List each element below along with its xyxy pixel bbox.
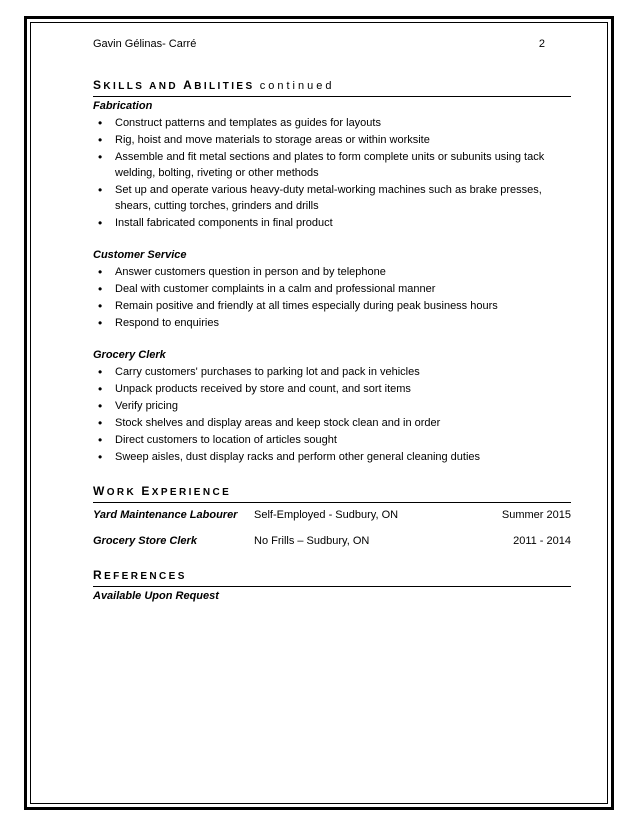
list-item: • Answer customers question in person and by telephone <box>93 264 571 280</box>
skill-list-grocery-clerk <box>93 364 571 465</box>
job-employer: No Frills – Sudbury, ON <box>254 535 370 547</box>
list-item: • Unpack products received by store and count, and sort items <box>93 381 571 397</box>
page-header <box>93 36 571 52</box>
resume-page <box>93 36 571 604</box>
job-title: Grocery Store Clerk <box>93 535 197 547</box>
title-text: KILLS AND <box>103 81 184 92</box>
references-section <box>93 567 571 604</box>
list-item: • Verify pricing <box>93 398 571 414</box>
skill-list-fabrication <box>93 115 571 231</box>
author-name: Gavin Gélinas- Carré <box>93 38 197 50</box>
job-row <box>93 533 571 549</box>
title-initial: W <box>93 484 107 498</box>
list-item: • Respond to enquiries <box>93 315 571 331</box>
references-title <box>93 567 571 587</box>
title-continued: continued <box>259 80 335 92</box>
job-dates: Summer 2015 <box>501 509 571 521</box>
title-initial: R <box>93 568 105 582</box>
list-item: • Rig, hoist and move materials to storage areas or within worksite <box>93 132 571 148</box>
references-text: Available Upon Request <box>93 590 219 602</box>
list-item: • Construct patterns and templates as guides for layouts <box>93 115 571 131</box>
title-initial: E <box>141 484 152 498</box>
title-text: XPERIENCE <box>151 487 232 498</box>
list-item: • Set up and operate various heavy-duty metal-working machines such as brake presses, shears, cutting torches, grinders and drills <box>93 182 571 214</box>
job-row <box>93 507 571 523</box>
job-employer: Self-Employed - Sudbury, ON <box>254 509 399 521</box>
list-item: • Stock shelves and display areas and keep stock clean and in order <box>93 415 571 431</box>
skill-list-customer-service <box>93 264 571 331</box>
skill-group-title: Fabrication <box>93 100 153 112</box>
list-item: • Sweep aisles, dust display racks and perform other general cleaning duties <box>93 449 571 465</box>
title-initial: S <box>93 78 104 92</box>
work-experience-section <box>93 483 571 549</box>
title-text: ORK <box>106 487 142 498</box>
title-text: BILITIES <box>194 81 255 92</box>
title-text: EFERENCES <box>104 571 187 582</box>
list-item: • Direct customers to location of articles sought <box>93 432 571 448</box>
list-item: • Remain positive and friendly at all times especially during peak business hours <box>93 298 571 314</box>
title-initial: A <box>183 78 195 92</box>
job-dates: 2011 - 2014 <box>513 535 571 547</box>
list-item: • Install fabricated components in final product <box>93 215 571 231</box>
work-experience-title <box>93 483 571 503</box>
skill-group-title: Customer Service <box>93 249 187 261</box>
list-item: • Deal with customer complaints in a calm and professional manner <box>93 281 571 297</box>
job-title: Yard Maintenance Labourer <box>93 509 238 521</box>
skills-section <box>93 77 571 465</box>
skill-group-title: Grocery Clerk <box>93 349 166 361</box>
page-number: 2 <box>538 38 545 50</box>
list-item: • Carry customers' purchases to parking lot and pack in vehicles <box>93 364 571 380</box>
list-item: • Assemble and fit metal sections and plates to form complete units or subunits using tack welding, bolting, riveting or other methods <box>93 149 571 181</box>
skills-section-title <box>93 77 571 97</box>
